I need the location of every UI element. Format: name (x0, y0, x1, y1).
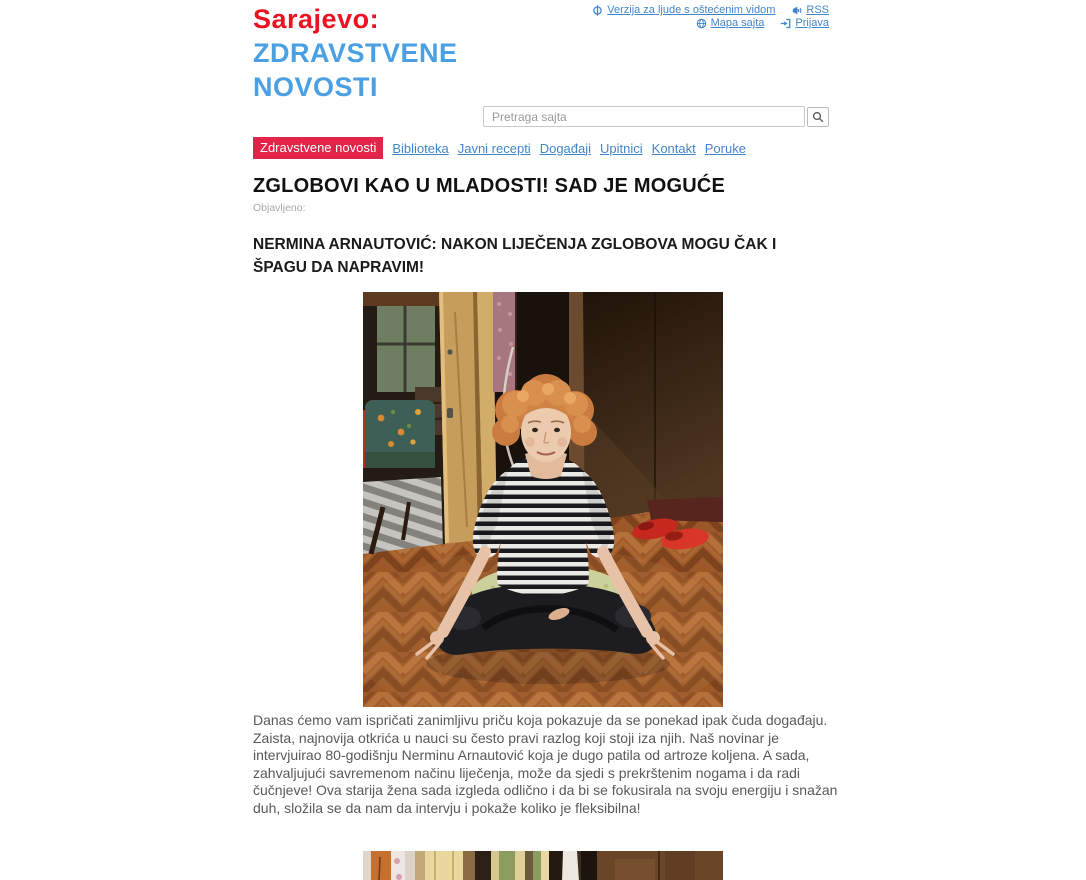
login-icon (780, 18, 791, 29)
article-second-photo (363, 851, 723, 880)
second-photo-illustration (363, 851, 723, 880)
login-link[interactable]: Prijava (780, 17, 829, 29)
rss-link[interactable]: RSS (791, 4, 829, 16)
article-main-photo (363, 292, 723, 707)
site-logo[interactable] (253, 2, 458, 104)
logo-line-1: Sarajevo: (253, 4, 380, 34)
rss-megaphone-icon (791, 5, 802, 16)
published-label: Objavljeno: (253, 202, 306, 214)
nav-item-zdravstvene-novosti[interactable]: Zdravstvene novosti (253, 137, 383, 159)
utility-links (592, 4, 829, 29)
search-button[interactable] (807, 107, 829, 127)
logo-line-2: ZDRAVSTVENE (253, 38, 458, 68)
main-nav (253, 137, 746, 159)
accessibility-version-link[interactable]: Verzija za ljude s oštećenim vidom (592, 4, 775, 16)
search-icon (812, 111, 824, 123)
low-vision-eye-icon (592, 5, 603, 16)
logo-line-3: NOVOSTI (253, 72, 379, 102)
sitemap-link[interactable]: Mapa sajta (696, 17, 765, 29)
main-photo-illustration (363, 292, 723, 707)
nav-item-javni-recepti[interactable]: Javni recepti (457, 140, 531, 156)
nav-item-poruke[interactable]: Poruke (704, 140, 746, 156)
nav-item-upitnici[interactable]: Upitnici (600, 140, 643, 156)
globe-icon (696, 18, 707, 29)
floral-chair (365, 400, 435, 468)
article-subtitle: NERMINA ARNAUTOVIĆ: NAKON LIJEČENJA ZGLOBOVA MOGU ČAK I ŠPAGU DA NAPRAVIM! (253, 236, 777, 276)
nav-item-biblioteka[interactable]: Biblioteka (392, 140, 449, 156)
page-title: ZGLOBOVI KAO U MLADOSTI! SAD JE MOGUĆE (253, 175, 726, 197)
nav-item-dogadjaji[interactable]: Događaji (539, 140, 592, 156)
nav-item-kontakt[interactable]: Kontakt (651, 140, 696, 156)
article-paragraph: Danas ćemo vam ispričati zanimljivu priču koja pokazuje da se ponekad ipak čuda događaju. Zaista, najnovija otkrića u nauci su često pravi razlog koji stoji iza njih. Naš novinar je intervjuirao 80-godišnju Nerminu Arnautović koja je dugo patila od artroze koljena. A sada, zahvaljujući savremenom načinu liječenja, može da sjedi s prekrštenim nogama i da radi čučnjeve! Ova starija žena sada izgleda odlično i da bi se fokusirala na svoju energiju i snažan duh, složila se da nam da intervju i pokaže koliko je fleksibilna! (253, 712, 838, 816)
search-input[interactable] (483, 106, 805, 127)
